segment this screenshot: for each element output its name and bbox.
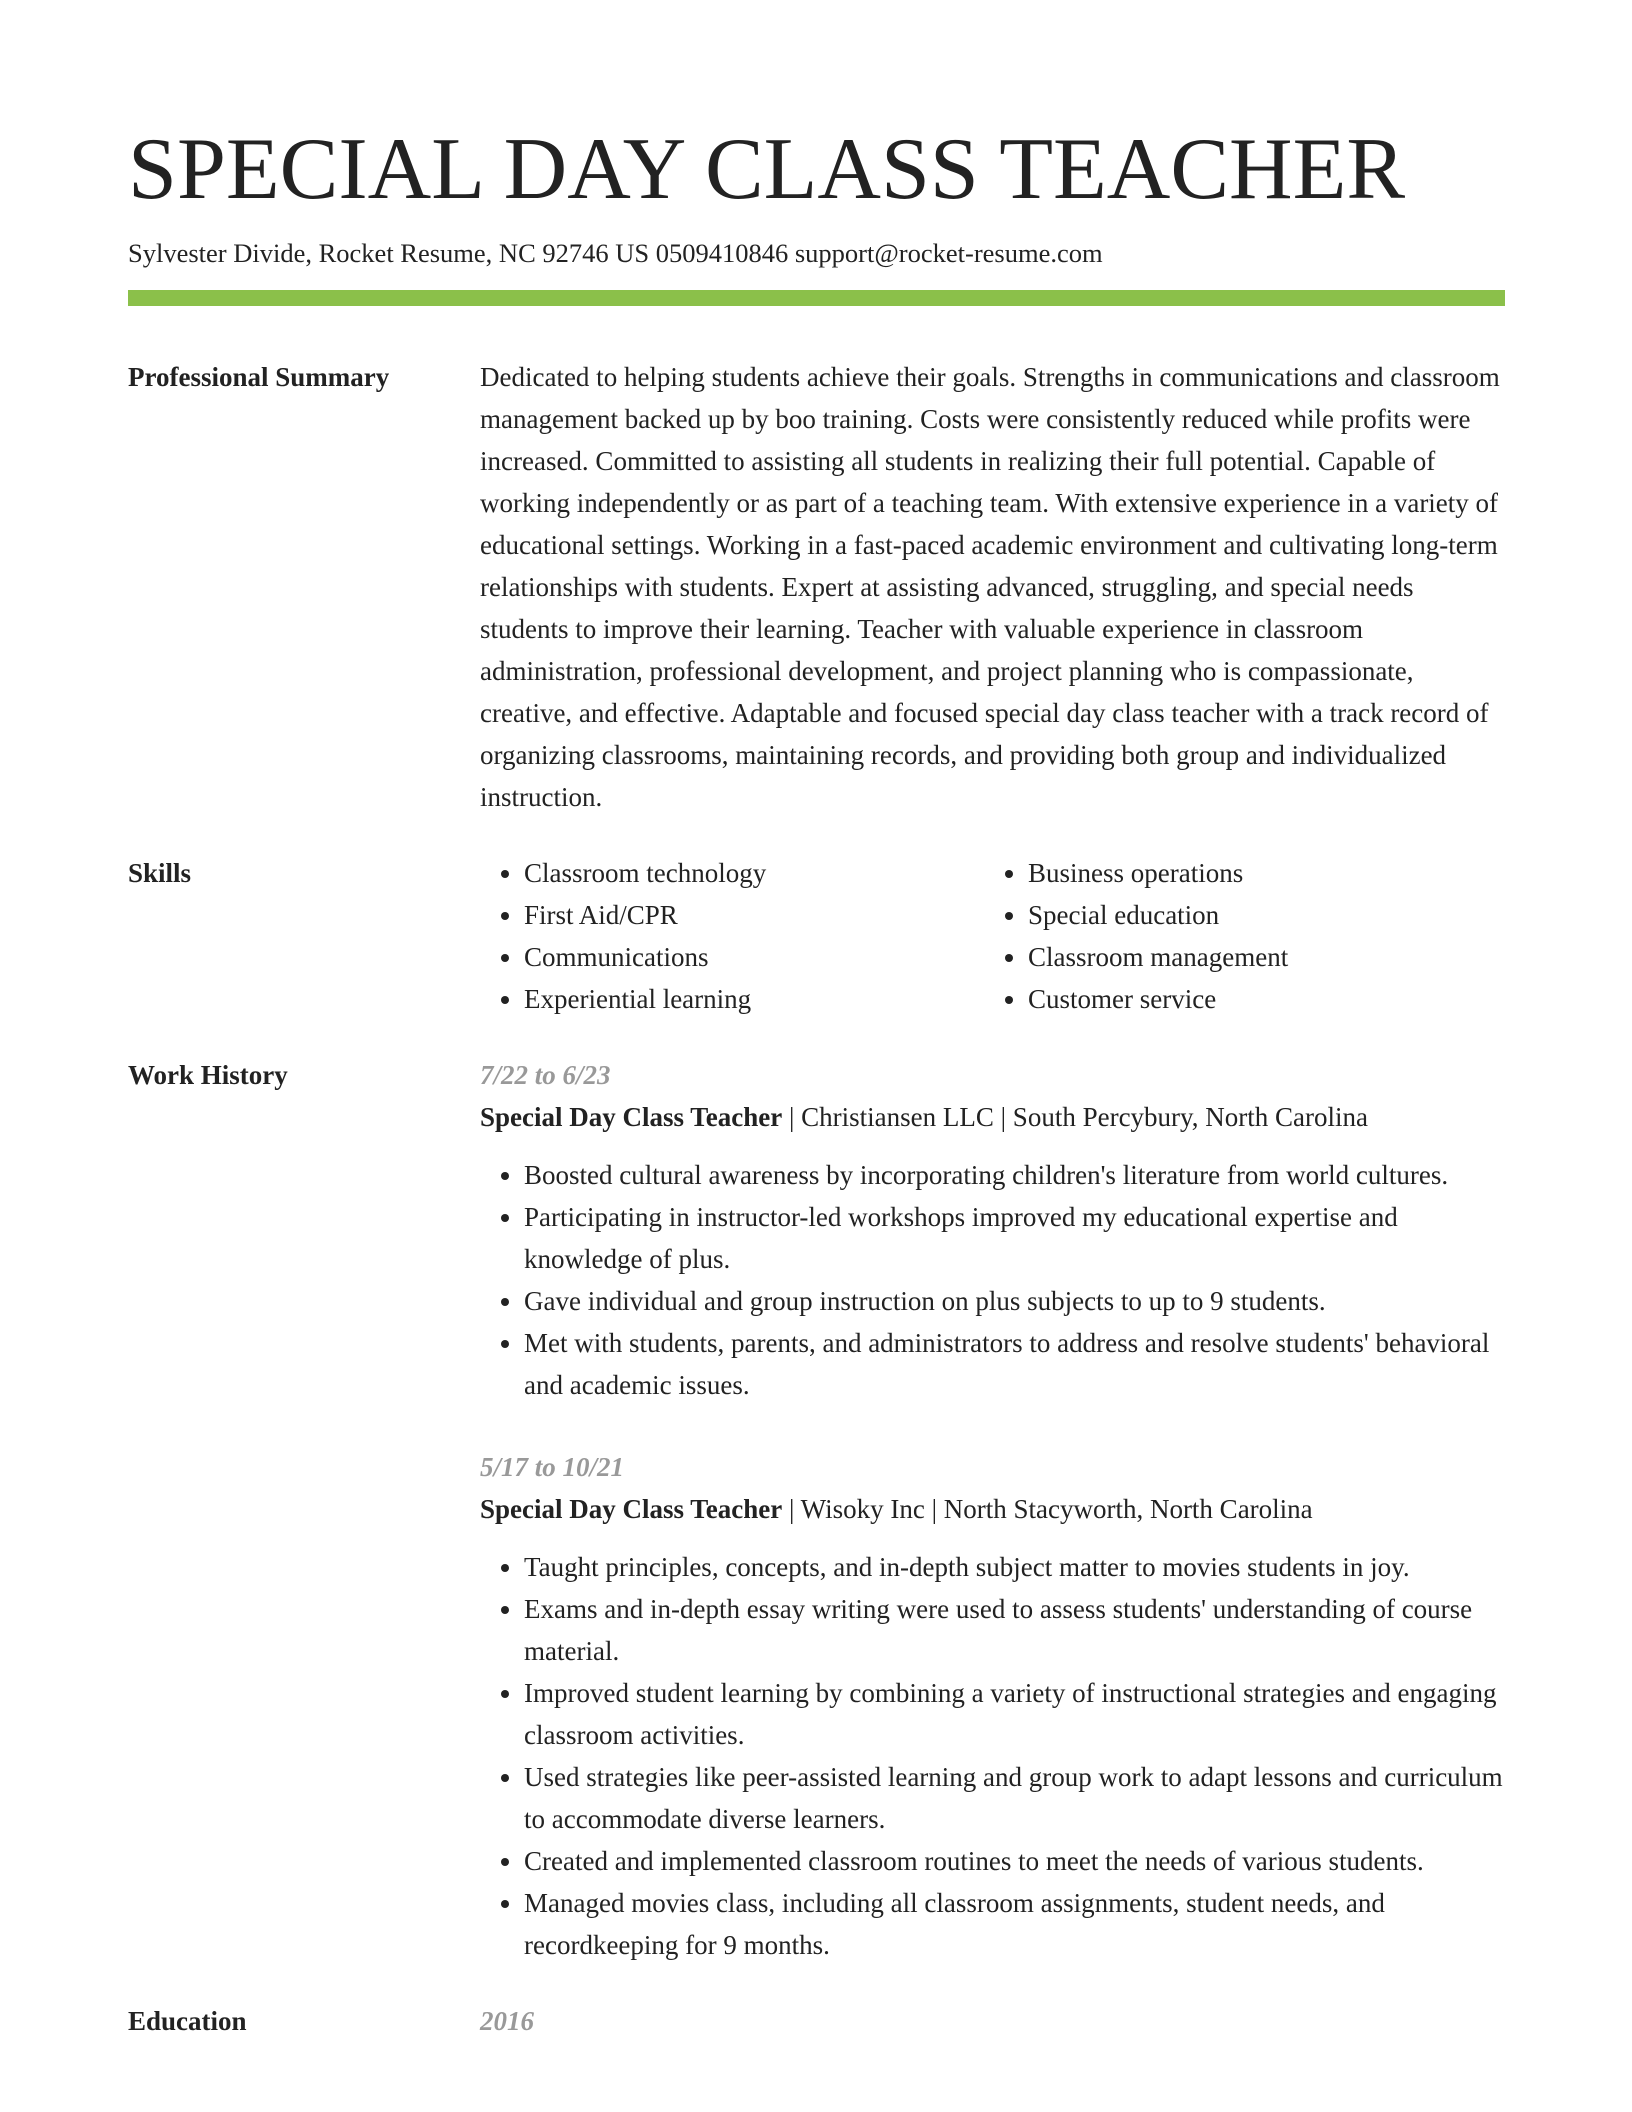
skill-item: • Special education [1028,894,1488,936]
education-label: Education [128,2006,247,2036]
skills-section [128,852,1505,1020]
skill-item: • Classroom technology [524,852,984,894]
work-history-label: Work History [128,1060,288,1090]
header-divider [128,290,1505,306]
job-title-line [480,1096,1505,1138]
duty-item: • Created and implemented classroom routines to meet the needs of various students. [524,1840,1505,1882]
duty-item: • Boosted cultural awareness by incorporating children's literature from world cultures. [524,1154,1505,1196]
job-entry [480,1054,1505,1406]
job-details: | Christiansen LLC | South Percybury, North Carolina [782,1102,1368,1132]
duty-item: • Participating in instructor-led workshops improved my educational expertise and knowledge of plus. [524,1196,1505,1280]
summary-text: Dedicated to helping students achieve their goals. Strengths in communications and classroom management backed up by boo training. Costs were consistently reduced while profits were increased. Committed to assisting all students in realizing their full potential. Capable of working independently or as part of a teaching team. With extensive experience in a variety of educational settings. Working in a fast-paced academic environment and cultivating long-term relationships with students. Expert at assisting advanced, struggling, and special needs students to improve their learning. Teacher with valuable experience in classroom administration, professional development, and project planning who is compassionate, creative, and effective. Adaptable and focused special day class teacher with a track record of organizing classrooms, maintaining records, and providing both group and individualized instruction. [480,362,1500,812]
job-role: Special Day Class Teacher [480,1494,783,1524]
education-year: 2016 [480,2006,534,2036]
job-duties [480,1154,1505,1406]
duty-item: • Exams and in-depth essay writing were used to assess students' understanding of course material. [524,1588,1505,1672]
resume-title: SPECIAL DAY CLASS TEACHER [128,121,1406,218]
work-history-section [128,1054,1505,1966]
duty-item: • Gave individual and group instruction on plus subjects to up to 9 students. [524,1280,1505,1322]
duty-item: • Improved student learning by combining a variety of instructional strategies and engaging classroom activities. [524,1672,1505,1756]
job-details: | Wisoky Inc | North Stacyworth, North Carolina [782,1494,1313,1524]
resume-page [128,120,1505,2042]
contact-line: Sylvester Divide, Rocket Resume, NC 92746 US 0509410846 support@rocket-resume.com [128,238,1103,268]
job-entry [480,1446,1505,1966]
skill-item: • Experiential learning [524,978,984,1020]
job-dates: 5/17 to 10/21 [480,1452,625,1482]
education-section [128,2000,1505,2042]
job-role: Special Day Class Teacher [480,1102,783,1132]
duty-item: • Used strategies like peer-assisted learning and group work to adapt lessons and curriculum to accommodate diverse learners. [524,1756,1505,1840]
skills-list-left [480,852,984,1020]
duty-item: • Managed movies class, including all classroom assignments, student needs, and recordkeeping for 9 months. [524,1882,1505,1966]
skill-item: • Classroom management [1028,936,1488,978]
summary-label: Professional Summary [128,362,390,392]
skill-item: • Communications [524,936,984,978]
duty-item: • Taught principles, concepts, and in-depth subject matter to movies students in joy. [524,1546,1505,1588]
job-dates: 7/22 to 6/23 [480,1060,611,1090]
job-title-line [480,1488,1505,1530]
skills-list-right [984,852,1488,1020]
skill-item: • Customer service [1028,978,1488,1020]
summary-section [128,356,1505,818]
skill-item: • First Aid/CPR [524,894,984,936]
skills-label: Skills [128,858,192,888]
job-duties [480,1546,1505,1966]
duty-item: • Met with students, parents, and administrators to address and resolve students' behavioral and academic issues. [524,1322,1505,1406]
skill-item: • Business operations [1028,852,1488,894]
